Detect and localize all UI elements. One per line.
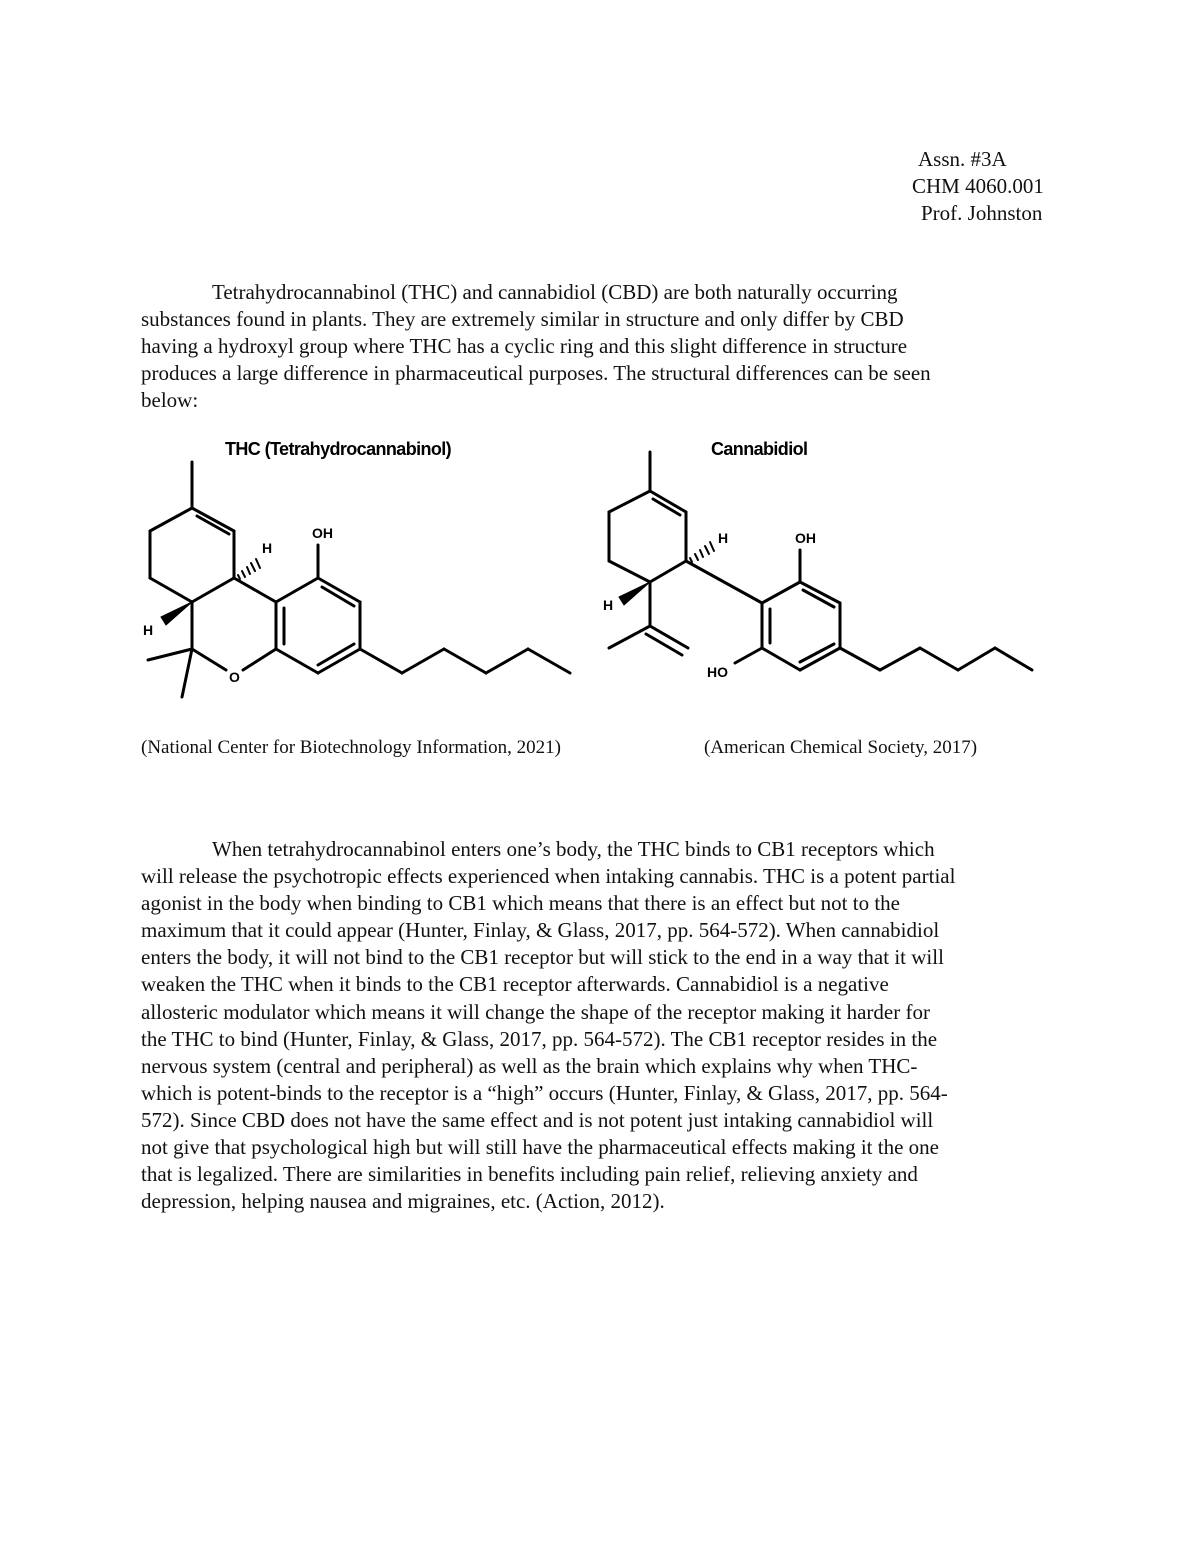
cbd-title: Cannabidiol [711,439,808,459]
cbd-oh-label: OH [795,530,816,546]
assignment-number: Assn. #3A [918,147,1007,171]
paragraph-line: agonist in the body when binding to CB1 which means that there is an effect but not to the [141,891,900,916]
thc-o-label: O [229,669,240,685]
body-paragraph [141,836,1061,1215]
paragraph-line: the THC to bind (Hunter, Finlay, & Glass, 2017, pp. 564-572). The CB1 receptor resides in the [141,1026,938,1051]
professor-name: Prof. Johnston [921,201,1043,225]
cbd-structure [603,439,1032,680]
thc-oh-label: OH [312,525,333,541]
thc-h-label: H [262,540,273,556]
paragraph-line: depression, helping nausea and migraines, etc. (Action, 2012). [141,1189,665,1214]
paragraph-line: nervous system (central and peripheral) as well as the brain which explains why when THC- [141,1053,918,1078]
cbd-h-label: H [603,597,614,613]
paragraph-line: Tetrahydrocannabinol (THC) and cannabidiol (CBD) are both naturally occurring [212,280,898,304]
paragraph-line: will release the psychotropic effects experienced when intaking cannabis. THC is a potent partial [141,864,956,889]
thc-structure [143,439,570,697]
paragraph-line: not give that psychological high but will still have the pharmaceutical effects making it the one [141,1135,939,1160]
structure-figure [0,0,1200,720]
cbd-h-label: H [718,530,729,546]
paragraph-line: weaken the THC when it binds to the CB1 receptor afterwards. Cannabidiol is a negative [141,972,889,997]
cbd-citation: (American Chemical Society, 2017) [704,737,978,758]
paragraph-line: When tetrahydrocannabinol enters one’s body, the THC binds to CB1 receptors which [212,837,935,861]
paragraph-line: having a hydroxyl group where THC has a cyclic ring and this slight difference in structure [141,334,908,359]
course-code: CHM 4060.001 [912,174,1044,198]
paragraph-line: which is potent-binds to the receptor is a “high” occurs (Hunter, Finlay, & Glass, 2017, pp. 564- [141,1080,948,1105]
paragraph-line: 572). Since CBD does not have the same effect and is not potent just intaking cannabidiol will [141,1107,934,1132]
cbd-ho-label: HO [707,664,728,680]
paragraph-line: enters the body, it will not bind to the CB1 receptor but will stick to the end in a way that it will [141,945,944,970]
paragraph-line: below: [141,388,199,413]
thc-citation: (National Center for Biotechnology Information, 2021) [141,737,562,758]
paragraph-line: substances found in plants. They are extremely similar in structure and only differ by CBD [141,307,904,332]
paragraph-line: allosteric modulator which means it will change the shape of the receptor making it harder for [141,999,930,1024]
thc-title: THC (Tetrahydrocannabinol) [225,439,452,459]
paragraph-line: that is legalized. There are similarities in benefits including pain relief, relieving anxiety and [141,1162,918,1187]
paragraph-line: maximum that it could appear (Hunter, Finlay, & Glass, 2017, pp. 564-572). When cannabidiol [141,918,940,943]
thc-h-label: H [143,622,154,638]
paragraph-line: produces a large difference in pharmaceutical purposes. The structural differences can be seen [141,361,931,386]
